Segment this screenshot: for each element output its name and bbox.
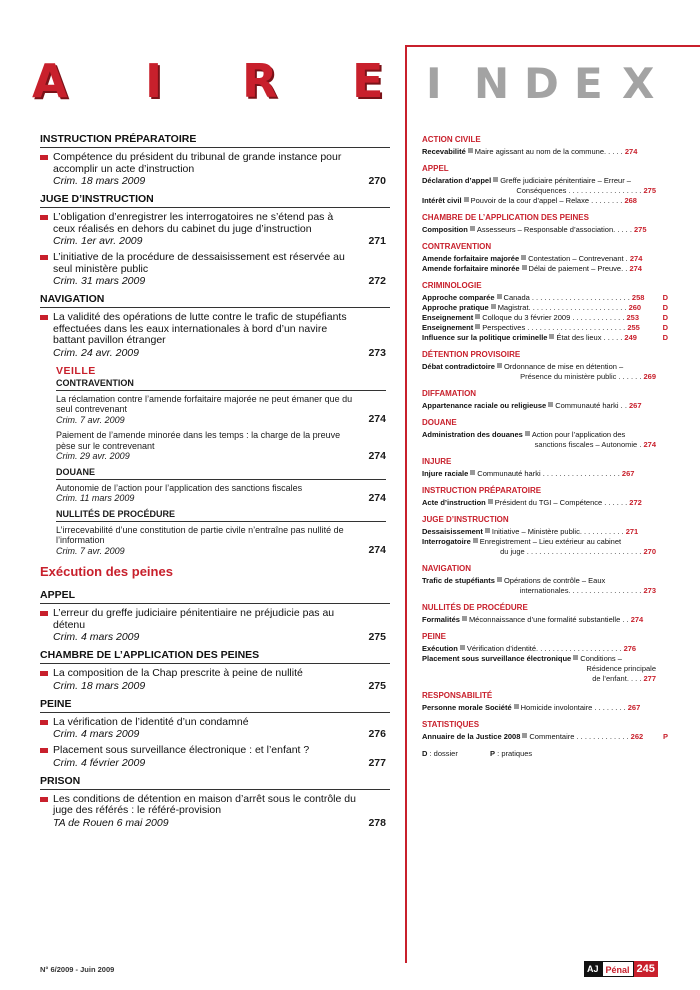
index-value: État des lieux . . . . . [556, 333, 625, 342]
index-key: Appartenance raciale ou religieuse [422, 401, 547, 410]
index-entry[interactable] [422, 401, 668, 411]
footer-logo [584, 961, 658, 977]
index-page: 267 [621, 469, 635, 478]
square-icon [497, 577, 502, 582]
index-key: Recevabilité [422, 147, 466, 156]
index-page: 249 [624, 333, 637, 342]
index-page: 270 [643, 547, 656, 556]
index-value: Contestation – Contrevenant . [528, 254, 630, 263]
entry-text: Compétence du président du tribunal de grande instance pour accomplir un acte d’instruction [53, 151, 342, 175]
index-page: 267 [629, 401, 642, 410]
section-title: NAVIGATION [40, 293, 390, 308]
entry-text: L’irrecevabilité d’une constitution de partie civile n’entraîne pas nullité de l’information [56, 524, 344, 545]
entry-text: Placement sous surveillance électronique : et l’enfant ? [53, 744, 310, 756]
header-title-right [426, 60, 666, 108]
index-entry[interactable] [422, 196, 668, 206]
index-heading: NAVIGATION [422, 564, 472, 573]
index-key: Interrogatoire [422, 537, 471, 546]
index-page: 260 [628, 303, 642, 312]
section-juge [40, 193, 390, 287]
dossier-flag: D [662, 333, 668, 342]
index-continuation: Présence du ministère public . . . . . . 269 [520, 372, 656, 381]
toc-entry[interactable] [40, 745, 390, 769]
page-number: 245 [634, 961, 658, 977]
entry-ref: TA de Rouen 6 mai 2009 [53, 816, 169, 829]
entry-text: La validité des opérations de lutte contre le trafic de stupéfiants effectuées dans les eaux internationales à bord d’un navire battant pavillon étranger [53, 311, 347, 346]
legend [422, 749, 668, 758]
bullet-icon [40, 671, 48, 676]
index-key: Trafic de stupéfiants [422, 576, 495, 585]
index-page: 269 [643, 372, 656, 381]
index-heading: DOUANE [422, 418, 457, 427]
entry-text: Autonomie de l’action pour l’application des sanctions fiscales [56, 482, 303, 493]
index-value: Opérations de contrôle – Eaux [503, 576, 606, 585]
square-icon [460, 645, 465, 650]
left-column [40, 133, 390, 835]
veille-entry[interactable] [56, 430, 390, 462]
square-icon [573, 655, 578, 660]
index-value: Canada . . . . . . . . . . . . . . . . . . . . . . . . [503, 293, 632, 302]
index-section [422, 632, 668, 684]
veille-title: VEILLE [56, 364, 96, 377]
index-heading: DÉTENTION PROVISOIRE [422, 350, 521, 359]
index-continuation: Conséquences . . . . . . . . . . . . . . . . . . 275 [516, 186, 656, 195]
entry-ref: Crim. 18 mars 2009 [53, 679, 146, 692]
index-key: Amende forfaitaire minorée [422, 264, 520, 273]
index-value: Enregistrement – Lieu extérieur au cabinet [479, 537, 622, 546]
index-section [422, 135, 668, 157]
index-value: Méconnaissance d’une formalité substantielle . . [468, 615, 631, 624]
index-value: Assesseurs – Responsable d’association. . . . . [476, 225, 634, 234]
index-value: Délai de paiement – Preuve. . [528, 264, 630, 273]
header-title-left [30, 55, 392, 107]
index-continuation: internationales. . . . . . . . . . . . . . . . . . 273 [519, 586, 656, 595]
index-entry[interactable] [422, 303, 668, 313]
index-value: Conditions – [580, 654, 622, 663]
index-entry[interactable] [422, 147, 668, 157]
index-heading: RESPONSABILITÉ [422, 691, 493, 700]
index-entry[interactable] [422, 703, 668, 713]
index-page: 272 [629, 498, 642, 507]
index-section [422, 564, 668, 596]
section-title: PEINE [40, 698, 390, 713]
index-entry[interactable] [422, 254, 668, 264]
legend-d-value: : dossier [427, 749, 458, 758]
legend-p-key: P [490, 749, 496, 758]
veille-entry[interactable] [56, 525, 390, 557]
entry-text: La vérification de l’identité d’un condamné [53, 715, 249, 728]
pratiques-flag: P [662, 732, 668, 741]
veille-section-title: CONTRAVENTION [56, 378, 386, 391]
index-section [422, 213, 668, 235]
index-entry[interactable] [422, 264, 668, 274]
square-icon [522, 733, 527, 738]
square-icon [497, 363, 502, 368]
legend-p-value: : pratiques [495, 749, 533, 758]
entry-page: 274 [368, 544, 386, 556]
index-entry[interactable] [422, 654, 668, 664]
index-section [422, 515, 668, 557]
title-letter: E [352, 54, 384, 108]
entry-ref: Crim. 4 mars 2009 [53, 631, 140, 643]
entry-ref: Crim. 31 mars 2009 [53, 275, 146, 287]
index-key: Approche comparée [422, 293, 495, 302]
dossier-flag: D [662, 313, 668, 322]
index-entry[interactable] [422, 469, 668, 479]
entry-ref: Crim. 1er avr. 2009 [53, 235, 143, 247]
index-page: 274 [624, 147, 638, 156]
entry-ref: Crim. 7 avr. 2009 [56, 545, 125, 556]
entry-page: 275 [368, 679, 386, 692]
index-page: 277 [643, 674, 656, 683]
entry-page: 275 [368, 631, 386, 643]
index-key: Débat contradictoire [422, 362, 495, 371]
index-page: 275 [643, 186, 656, 195]
issue-info: N° 6/2009 - Juin 2009 [40, 965, 115, 974]
index-section [422, 691, 668, 713]
index-section [422, 242, 668, 274]
index-entry[interactable] [422, 323, 668, 333]
index-entry[interactable] [422, 293, 668, 303]
column-separator [405, 45, 407, 963]
entry-ref: Crim. 18 mars 2009 [53, 175, 146, 187]
index-section [422, 281, 668, 343]
index-value: Communauté harki . . . . . . . . . . . . . . . . . . . [477, 469, 622, 478]
index-value: Homicide involontaire . . . . . . . . [520, 703, 628, 712]
index-entry[interactable] [422, 615, 668, 625]
index-page: 274 [629, 264, 642, 273]
index-key: Approche pratique [422, 303, 489, 312]
entry-page: 271 [368, 235, 386, 247]
index-key: Enseignement [422, 313, 474, 322]
index-entry[interactable] [422, 527, 668, 537]
index-heading: DIFFAMATION [422, 389, 477, 398]
index-heading: NULLITÉS DE PROCÉDURE [422, 603, 528, 612]
index-section [422, 389, 668, 411]
square-icon [497, 294, 502, 299]
square-icon [462, 616, 467, 621]
index-heading: CHAMBRE DE L’APPLICATION DES PEINES [422, 213, 589, 222]
title-letter: E [574, 59, 603, 108]
header-rule [405, 45, 700, 47]
entry-page: 274 [368, 413, 386, 425]
entry-ref: Crim. 24 avr. 2009 [53, 346, 139, 359]
index-section [422, 457, 668, 479]
index-entry[interactable] [422, 430, 668, 440]
index-key: Dessaisissement [422, 527, 483, 536]
section-title: JUGE D’INSTRUCTION [40, 193, 390, 208]
index-key: Influence sur la politique criminelle [422, 333, 548, 342]
veille-section-title: DOUANE [56, 467, 386, 480]
entry-ref: Crim. 29 avr. 2009 [56, 451, 130, 461]
square-icon [493, 177, 498, 182]
index-heading: CONTRAVENTION [422, 242, 492, 251]
right-column-index [422, 135, 668, 758]
index-value: Ordonnance de mise en détention – [503, 362, 624, 371]
square-icon [470, 470, 475, 475]
legend-d-key: D [422, 749, 428, 758]
title-letter: D [524, 59, 559, 108]
dossier-flag: D [662, 323, 668, 332]
veille-section-title: NULLITÉS DE PROCÉDURE [56, 509, 386, 522]
square-icon [464, 197, 469, 202]
index-value: Pouvoir de la cour d’appel – Relaxe . . . . . . . . [470, 196, 625, 205]
index-page: 273 [643, 586, 656, 595]
veille-entry[interactable] [56, 483, 390, 504]
toc-entry[interactable] [40, 717, 390, 741]
toc-entry[interactable] [40, 794, 390, 829]
entry-page: 274 [368, 449, 386, 462]
title-letter: A [32, 54, 68, 108]
index-key: Formalités [422, 615, 460, 624]
index-key: Annuaire de la Justice 2008 [422, 732, 521, 741]
index-page: 276 [623, 644, 637, 653]
index-key: Injure raciale [422, 469, 469, 478]
execution-heading: Exécution des peines [40, 564, 173, 579]
index-entry[interactable] [422, 644, 668, 654]
toc-entry[interactable] [40, 608, 390, 643]
index-value: Maire agissant au nom de la commune. . . . . [474, 147, 625, 156]
square-icon [548, 402, 553, 407]
section-title: CHAMBRE DE L’APPLICATION DES PEINES [40, 649, 390, 664]
index-value: Initiative – Ministère public. . . . . . . . . . . [491, 527, 626, 536]
index-heading: STATISTIQUES [422, 720, 480, 729]
index-value: Greffe judiciaire pénitentiaire – Erreur – [500, 176, 631, 185]
square-icon [488, 499, 493, 504]
index-continuation: sanctions fiscales – Autonomie . 274 [534, 440, 656, 449]
index-entry[interactable] [422, 537, 668, 547]
index-value: Communauté harki . . [555, 401, 629, 410]
index-page: 268 [624, 196, 637, 205]
title-letter: X [622, 59, 655, 108]
square-icon [521, 255, 526, 260]
index-page: 255 [627, 323, 640, 332]
square-icon [470, 226, 475, 231]
square-icon [485, 528, 490, 533]
index-section [422, 720, 668, 742]
index-key: Acte d’instruction [422, 498, 486, 507]
penal-logo: Pénal [602, 961, 634, 977]
index-page: 271 [625, 527, 639, 536]
bullet-icon [40, 720, 48, 725]
index-heading: JUGE D’INSTRUCTION [422, 515, 509, 524]
entry-page: 278 [368, 816, 386, 829]
title-letter: R [242, 54, 278, 108]
index-key: Amende forfaitaire majorée [422, 254, 520, 263]
index-value: Colloque du 3 février 2009 . . . . . . . . . . . . . [482, 313, 627, 322]
index-continuation: du juge . . . . . . . . . . . . . . . . . . . . . . . . . . . . 270 [500, 547, 656, 556]
index-value: Commentaire . . . . . . . . . . . . . [529, 732, 631, 741]
index-key: Personne morale Société [422, 703, 512, 712]
index-continuation: Résidence principale [586, 664, 656, 673]
index-entry[interactable] [422, 362, 668, 372]
index-value: Vérification d’identité. . . . . . . . . . . . . . . . . . . . . [466, 644, 624, 653]
square-icon [514, 704, 519, 709]
title-letter: I [426, 59, 442, 108]
entry-text: La réclamation contre l’amende forfaitaire majorée ne peut émaner que du seul contrevenant [56, 393, 353, 414]
entry-text: Paiement de l’amende minorée dans les temps : la charge de la preuve pèse sur le contrevenant [56, 430, 341, 451]
entry-text: L’obligation d’enregistrer les interrogatoires ne s’étend pas à ceux réalisés en dehors du cabinet du juge d’instruction [53, 211, 334, 235]
entry-ref: Crim. 7 avr. 2009 [56, 414, 125, 425]
index-section [422, 350, 668, 382]
index-entry[interactable] [422, 576, 668, 586]
veille-block [56, 365, 390, 557]
toc-entry[interactable] [40, 212, 390, 247]
index-entry[interactable] [422, 333, 668, 343]
index-page: 274 [643, 440, 656, 449]
title-letter: N [474, 59, 510, 108]
section-peine [40, 698, 390, 769]
toc-entry[interactable] [40, 152, 390, 187]
square-icon [522, 265, 527, 270]
aj-logo: AJ [584, 961, 602, 977]
entry-page: 270 [368, 175, 386, 187]
bullet-icon [40, 797, 48, 802]
index-section [422, 418, 668, 450]
entry-text: L’erreur du greffe judiciaire pénitentiaire ne préjudicie pas au détenu [53, 607, 335, 631]
index-section [422, 164, 668, 206]
index-heading: APPEL [422, 164, 449, 173]
toc-entry[interactable] [40, 252, 390, 287]
section-title: INSTRUCTION PRÉPARATOIRE [40, 133, 390, 148]
square-icon [473, 538, 478, 543]
entry-text: L’initiative de la procédure de dessaisissement est réservée au seul ministère public [53, 251, 345, 275]
index-section [422, 486, 668, 508]
entry-page: 274 [368, 491, 386, 504]
index-entry[interactable] [422, 176, 668, 186]
index-value: Président du TGI – Compétence . . . . . . [494, 498, 630, 507]
section-chambre [40, 649, 390, 692]
index-page: 253 [626, 313, 640, 322]
entry-ref: Crim. 4 mars 2009 [53, 728, 140, 740]
square-icon [468, 148, 473, 153]
index-heading: CRIMINOLOGIE [422, 281, 482, 290]
index-heading: PEINE [422, 632, 447, 641]
index-entry[interactable] [422, 313, 668, 323]
index-heading: INSTRUCTION PRÉPARATOIRE [422, 486, 542, 495]
square-icon [475, 314, 480, 319]
index-continuation: de l’enfant. . . . 277 [592, 674, 656, 683]
index-entry[interactable] [422, 225, 668, 235]
section-title: PRISON [40, 775, 390, 790]
index-page: 258 [631, 293, 645, 302]
square-icon [491, 304, 496, 309]
index-key: Placement sous surveillance électronique [422, 654, 572, 663]
entry-page: 273 [368, 346, 386, 359]
entry-page: 277 [368, 756, 386, 769]
index-value: Magistrat. . . . . . . . . . . . . . . . . . . . . . . . [497, 303, 629, 312]
index-page: 274 [630, 615, 644, 624]
toc-entry[interactable] [40, 312, 390, 359]
entry-page: 276 [368, 728, 386, 740]
section-navigation [40, 293, 390, 359]
index-value: Perspectives . . . . . . . . . . . . . . . . . . . . . . . . [482, 323, 628, 332]
entry-text: Les conditions de détention en maison d’arrêt sous le contrôle du juge des référés : le référé-provision [53, 792, 356, 816]
section-prison [40, 775, 390, 829]
index-page: 275 [634, 225, 647, 234]
bullet-icon [40, 315, 48, 320]
bullet-icon [40, 155, 48, 160]
section-instruction [40, 133, 390, 187]
index-entry[interactable] [422, 732, 668, 742]
index-key: Composition [422, 225, 468, 234]
section-title: APPEL [40, 589, 390, 604]
index-heading: ACTION CIVILE [422, 135, 481, 144]
entry-page: 272 [368, 275, 386, 287]
index-entry[interactable] [422, 498, 668, 508]
index-value: Action pour l’application des [531, 430, 626, 439]
index-page: 274 [629, 254, 643, 263]
bullet-icon [40, 215, 48, 220]
bullet-icon [40, 255, 48, 260]
index-key: Exécution [422, 644, 458, 653]
square-icon [475, 324, 480, 329]
index-key: Administration des douanes [422, 430, 523, 439]
dossier-flag: D [662, 293, 668, 302]
index-page: 262 [630, 732, 644, 741]
index-key: Intérêt civil [422, 196, 462, 205]
index-key: Enseignement [422, 323, 474, 332]
section-appel [40, 589, 390, 643]
toc-entry[interactable] [40, 668, 390, 692]
index-page: 267 [627, 703, 641, 712]
title-letter: I [145, 54, 163, 108]
bullet-icon [40, 611, 48, 616]
entry-ref: Crim. 4 février 2009 [53, 756, 146, 769]
index-key: Déclaration d’appel [422, 176, 492, 185]
entry-text: La composition de la Chap prescrite à peine de nullité [53, 667, 303, 679]
square-icon [549, 334, 554, 339]
entry-ref: Crim. 11 mars 2009 [56, 493, 135, 503]
square-icon [525, 431, 530, 436]
bullet-icon [40, 748, 48, 753]
index-heading: INJURE [422, 457, 452, 466]
dossier-flag: D [662, 303, 668, 312]
veille-entry[interactable] [56, 394, 390, 426]
index-section [422, 603, 668, 625]
